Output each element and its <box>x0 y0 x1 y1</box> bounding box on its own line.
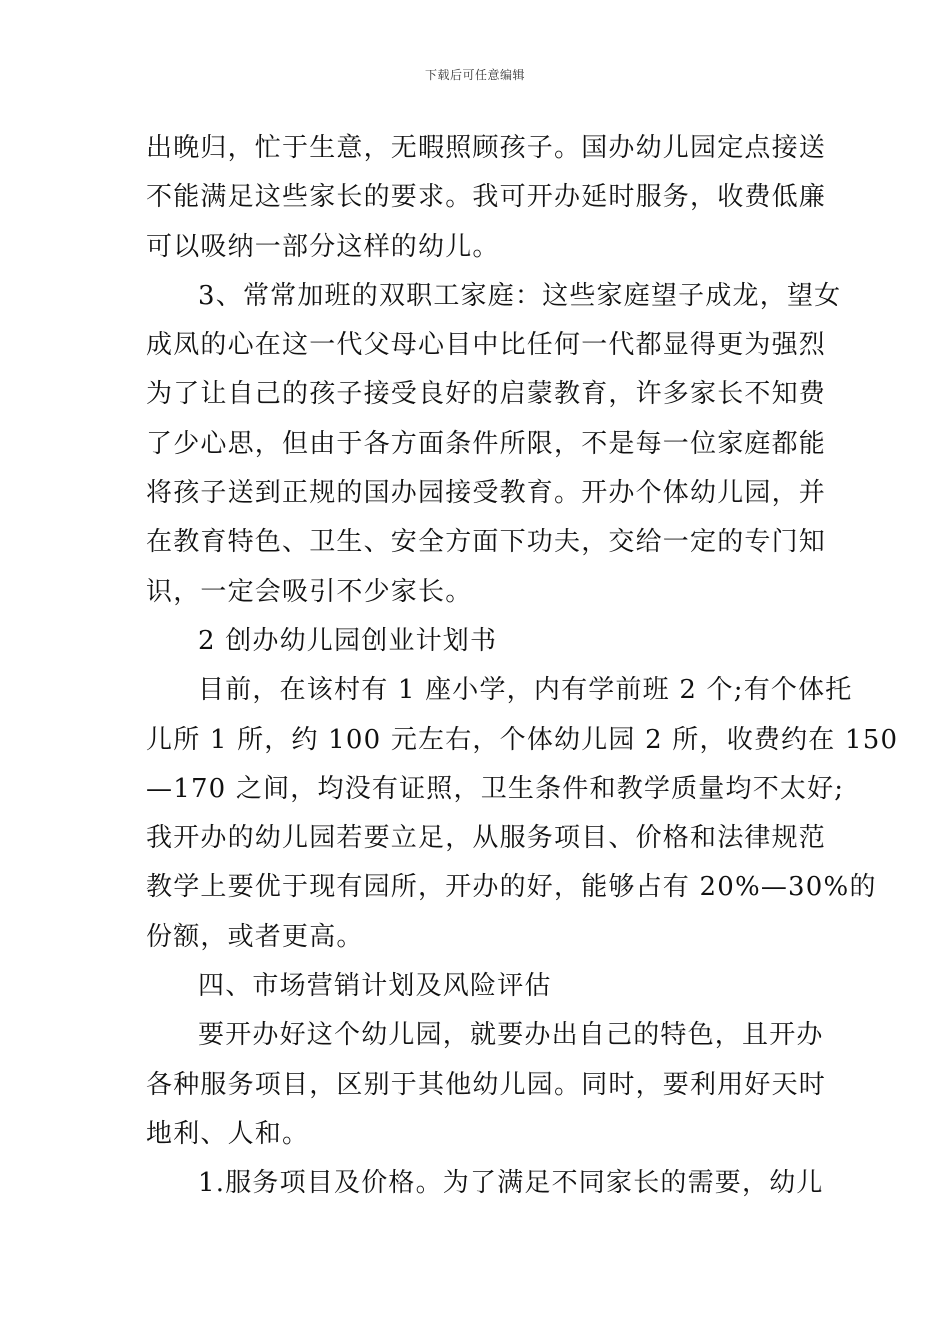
text-line: 将孩子送到正规的国办园接受教育。开办个体幼儿园，并 <box>146 478 827 509</box>
text-line: 识，一定会吸引不少家长。 <box>146 576 473 607</box>
text-line: 我开办的幼儿园若要立足，从服务项目、价格和法律规范 <box>146 823 827 854</box>
section-heading: 四、市场营销计划及风险评估 <box>198 971 552 1002</box>
text-line: 了少心思，但由于各方面条件所限，不是每一位家庭都能 <box>146 428 827 459</box>
text-line: 可以吸纳一部分这样的幼儿。 <box>146 231 500 262</box>
text-line: 在教育特色、卫生、安全方面下功夫，交给一定的专门知 <box>146 527 827 558</box>
text-line: 份额，或者更高。 <box>146 921 364 952</box>
text-line: 成凤的心在这一代父母心目中比任何一代都显得更为强烈 <box>146 330 827 361</box>
paragraph-start-line: 要开办好这个幼儿园，就要办出自己的特色，且开办 <box>198 1020 824 1051</box>
page-header: 下载后可任意编辑 <box>424 68 525 82</box>
text-line: 地利、人和。 <box>146 1118 310 1149</box>
paragraph-start-line: 1.服务项目及价格。为了满足不同家长的需要，幼儿 <box>198 1168 824 1199</box>
text-line: 为了让自己的孩子接受良好的启蒙教育，许多家长不知费 <box>146 379 827 410</box>
text-line: 不能满足这些家长的要求。我可开办延时服务，收费低廉 <box>146 182 827 213</box>
text-line: —170 之间，均没有证照，卫生条件和教学质量均不太好; <box>146 773 845 804</box>
text-line: 各种服务项目，区别于其他幼儿园。同时，要利用好天时 <box>146 1069 827 1100</box>
paragraph-start-line: 3、常常加班的双职工家庭：这些家庭望子成龙，望女 <box>198 280 842 311</box>
document-body <box>146 124 899 1209</box>
text-line: 出晚归，忙于生意，无暇照顾孩子。国办幼儿园定点接送 <box>146 133 827 163</box>
section-heading: 2 创办幼儿园创业计划书 <box>198 625 498 656</box>
text-line: 儿所 1 所，约 100 元左右，个体幼儿园 2 所，收费约在 150 <box>146 724 899 755</box>
text-line: 教学上要优于现有园所，开办的好，能够占有 20%—30%的 <box>146 872 877 903</box>
paragraph-start-line: 目前，在该村有 1 座小学，内有学前班 2 个;有个体托 <box>198 675 853 706</box>
